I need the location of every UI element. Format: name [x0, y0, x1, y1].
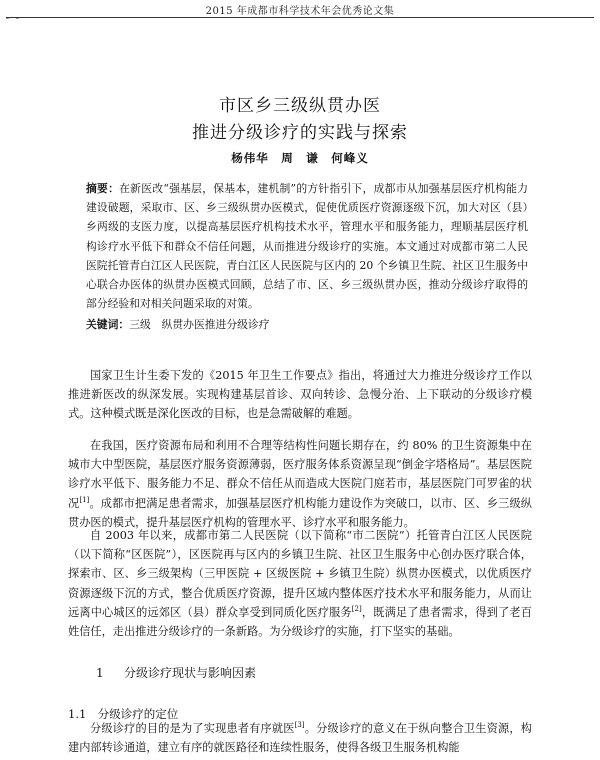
- abstract-label: 摘要：: [86, 182, 120, 195]
- article-title-line2: 推进分级诊疗的实践与探索: [192, 123, 408, 143]
- p4-text-b: 。分级诊疗的意义在于纵向整合卫生资源，构建内部转诊通道，建立有序的就医路径和连续性服务，使得各级卫生服务机构能: [68, 722, 532, 755]
- citation-3: [3]: [294, 721, 305, 729]
- keywords-text: 三级 纵贯办医推进分级诊疗: [129, 318, 270, 331]
- body-paragraph-4: [68, 719, 532, 757]
- section-1-heading: [96, 664, 256, 681]
- authors: 杨伟华 周 谦 何峰义: [231, 151, 369, 165]
- keywords-label: 关键词：: [86, 318, 130, 331]
- abstract: [86, 179, 528, 313]
- header-rule: [6, 17, 594, 18]
- body-paragraph-3: [68, 526, 532, 641]
- p4-text-a: 分级诊疗的目的是为了实现患者有序就医: [90, 722, 295, 735]
- citation-1: [1]: [79, 495, 90, 504]
- p2-text-a: 在我国，医疗资源布局和利用不合理等结构性问题长期存在，约 80% 的卫生资源集中在城市大中型医院，基层医疗服务资源薄弱，医疗服务体系资源呈现“倒金字塔格局”。基层医院诊疗水平低下、服务能力不足、群众不信任从而造成大医院门庭若市，基层医院门可罗雀的状况: [68, 439, 532, 510]
- p3-text-b: ，既满足了患者需求，得到了老百姓信任，走出推进分级诊疗的一条新路。为分级诊疗的实施，打下坚实的基础。: [68, 605, 532, 639]
- section-1-title: 分级诊疗现状与影响因素: [124, 666, 257, 680]
- body-paragraph-1: 国家卫生计生委下发的《2015 年卫生工作要点》指出，将通过大力推进分级诊疗工作以推进新医改的纵深发展。实现构建基层首诊、双向转诊、急慢分治、上下联动的分级诊疗模式。这种模式既是深化医改的目标，也是急需破解的难题。: [68, 369, 532, 421]
- citation-2: [2]: [351, 604, 362, 613]
- abstract-text: 在新医改“强基层，保基本，建机制”的方针指引下，成都市从加强基层医疗机构能力建设破题，采取市、区、乡三级纵贯办医模式，促使优质医疗资源逐级下沉，加大对区（县）乡两级的支医力度，以提高基层医疗机构技术水平，管理水平和服务能力，理顺基层医疗机构诊疗水平低下和群众不信任问题，从而推进分级诊疗的实施。本文通过对成都市第二人民医院托管青白江区人民医院，青白江区人民医院与区内的 20 个乡镇卫生院、社区卫生服务中心联合办医体的纵贯办医模式回顾，总结了市、区、乡三级纵贯办医，推动分级诊疗取得的部分经验和对相关问题采取的对策。: [86, 182, 528, 311]
- running-header: 2015 年成都市科学技术年会优秀论文集: [205, 6, 395, 17]
- section-1-number: 1: [96, 666, 104, 680]
- keywords: [86, 315, 528, 334]
- subsection-1-1-heading: 1.1 分级诊疗的定位: [68, 707, 179, 721]
- body-paragraph-2: [68, 436, 532, 532]
- p3-text-a: 自 2003 年以来，成都市第二人民医院（以下简称“市二医院”）托管青白江区人民医院（以下简称“区医院”），区医院再与区内的乡镇卫生院、社区卫生服务中心创办医疗联合体，探索市、区、乡三级架构（三甲医院 + 区级医院 + 乡镇卫生院）纵贯办医模式，以优质医疗资源逐级下沉的方式，整合优质医疗资源，提升区域内整体医疗技术水平和服务能力，从而让远离中心城区的远郊区（县）群众享受到同质化医疗服务: [68, 529, 532, 619]
- article-title-line1: 市区乡三级纵贯办医: [219, 96, 381, 116]
- p2-text-b: 。成都市把满足患者需求，加强基层医疗机构能力建设作为突破口，以市、区、乡三级纵贯办医的模式，提升基层医疗机构的管理水平、诊疗水平和服务能力。: [68, 496, 532, 529]
- corner-mark: - -: [6, 14, 21, 24]
